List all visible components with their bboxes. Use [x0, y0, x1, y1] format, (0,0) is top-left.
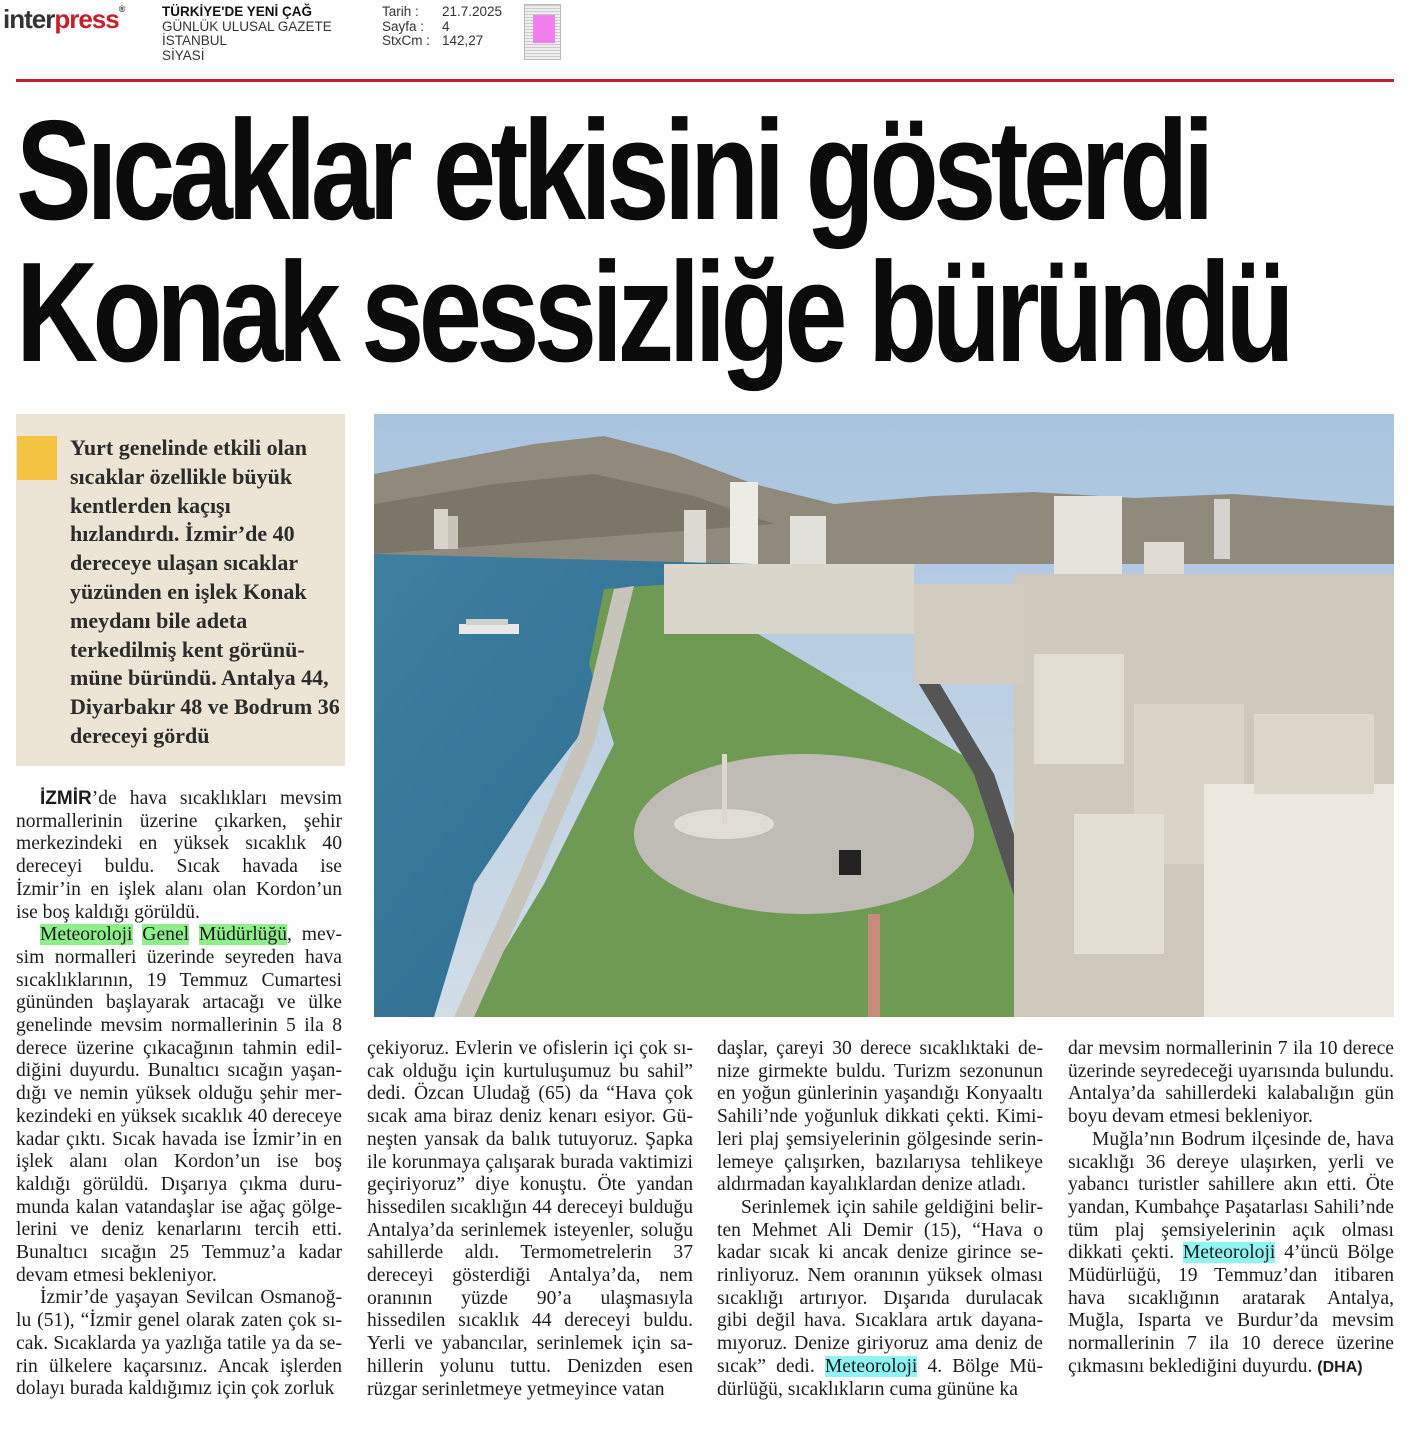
highlight-meteoroloji: Meteoroloji — [40, 924, 133, 946]
publication-city: İSTANBUL — [162, 33, 228, 48]
page-label: Sayfa : — [382, 18, 425, 34]
thumbnail-highlight — [533, 15, 555, 43]
p6-text-b: 4. Bölge Müdürlüğü, sıcaklıkların cuma gününe ka — [717, 1355, 1043, 1400]
logo-part1: inter — [3, 4, 55, 34]
spot-text: Yurt genelinde etkili olan sıcaklar özellikle büyük kentlerden kaçışı hızlandırdı. İzmir’de 40 dereceye ulaşan sıcaklar yüzünden en işlek Konak meydanı bile adeta terkedilmiş kent görünümüne büründü. Antalya 44, Diyarbakır 48 ve Bodrum 36 dereceyi gördü — [70, 435, 340, 748]
article-paragraph-2 — [16, 924, 342, 1287]
p6-text-a: Serinlemek için sahile geldiğini belirten Mehmet Ali Demir (15), “Hava o kadar sıcak ki ancak denize girince serinliyoruz. Nem oranının yüksek olması sıcaklığı artırıyor. Dışarıda durulacak gibi değil hava. Sıcaklara artık dayanamıyoruz. Denize giriyoruz ama deniz de sıcak” dedi. — [717, 1196, 1043, 1377]
stxcm-label: StxCm : — [382, 33, 431, 48]
article-paragraph-3: İzmir’de yaşayan Sevilcan Osmanoğlu (51), “İzmir genel olarak zaten çok sıcak. Sıcaklarda ya yazlığa tatile ya da serin ülkelere kaçarsınız. Ancak işlerden dolayı burada kaldığımız için çok zorluk — [16, 1287, 342, 1400]
highlight-meteoroloji-3: Meteoroloji — [1182, 1242, 1276, 1264]
highlight-mudurlugu: Müdürlüğü — [198, 924, 288, 946]
article-paragraph-6 — [717, 1197, 1043, 1401]
publication-type: GÜNLÜK ULUSAL GAZETE — [162, 18, 332, 34]
date-value: 21.7.2025 — [442, 4, 503, 19]
highlight-meteoroloji-2: Meteoroloji — [824, 1355, 918, 1377]
interpress-logo — [3, 4, 124, 35]
logo-part2: press — [54, 4, 119, 34]
spot-box — [16, 414, 345, 766]
clipping-header — [0, 0, 1427, 84]
publication-name: TÜRKİYE'DE YENİ ÇAĞ — [162, 4, 312, 19]
header-divider — [16, 79, 1394, 82]
article-column-4 — [1068, 1038, 1394, 1380]
headline-line-2: Konak sessizliğe büründü — [16, 233, 1290, 392]
clipping-details — [382, 5, 502, 49]
article-column-1 — [16, 788, 342, 1401]
article-column-2 — [367, 1038, 693, 1401]
p1-text: ’de hava sıcaklıkları mevsim normallerinin üzerine çıkarken, şehir merkezindeki en yüksek sıcaklık 40 dereceyi buldu. Sıcak havada ise İzmir’in en işlek alanı olan Kordon’un ise boş kaldığı görüldü. — [16, 788, 342, 923]
article-paragraph-7: dar mevsim normallerinin 7 ila 10 derece üzerinde seyredeceği uyarısında bulundu. Antalya’da sahillerdeki kalabalığın gün boyu devam etmesi bekleniyor. — [1068, 1038, 1394, 1128]
article-column-3 — [717, 1038, 1043, 1401]
headline-line-1: Sıcaklar etkisini gösterdi — [16, 91, 1209, 250]
stxcm-value: 142,27 — [442, 33, 484, 48]
page-thumbnail[interactable] — [524, 4, 561, 60]
agency-signature: (DHA) — [1317, 1358, 1363, 1376]
article-paragraph-4: çekiyoruz. Evlerin ve ofislerin içi çok sıcak olduğu için kurtuluşumuz bu sahil” dedi. Özcan Uludağ (65) da “Hava çok sıcak ama biraz deniz kenarı esiyor. Güneşten yansak da balık tutuyoruz. Şapka ile korunmaya çalışarak burada vaktimizi geçiriyoruz” diye konuştu. Öte yandan hissedilen sıcaklığın 44 dereceyi bulduğu Antalya’da serinlemek isteyenler, soluğu sahillerde aldı. Termometrelerin 37 dereceyi gösterdiği Antalya’da, nem oranının yüzde 90’a ulaşmasıyla hissedilen sıcaklık 44 dereceyi buldu. Yerli ve yabancılar, serinlemek için sahillerin yolunu tuttu. Denizden esen rüzgar serinletmeye yetmeyince vatan — [367, 1038, 693, 1400]
date-label: Tarih : — [382, 4, 419, 19]
p2-text: , mevsim normalleri üzerinde seyreden hava sıcaklıklarının, 19 Temmuz Cumartesi gününden başlayarak artacağı ve ülke genelinde mevsim normallerinin 5 ila 8 derece üzerine çıkacağının tahmin edildiğini duyurdu. Bunaltıcı sıcağın yaşandığı ve nemin yüksek olduğu şehir merkezindeki en yüksek sıcaklık 40 dereceye kadar çıktı. Sıcak havada ise İzmir’in en işlek alanı olan Kordon’un ise boş kaldığı görüldü. Dışarıya çıkma durumunda kalan vatandaşlar ise ağaç gölgelerini ve deniz kenarlarını tercih etti. Bunaltıcı sıcağın 25 Temmuz’a kadar devam etmesi bekleniyor. — [16, 924, 342, 1286]
headline — [16, 91, 1290, 392]
page-value: 4 — [442, 18, 450, 34]
publication-info — [162, 5, 332, 63]
article-paragraph-8 — [1068, 1129, 1394, 1380]
article-paragraph-5: daşlar, çareyi 30 derece sıcaklıktaki denize girmekte buldu. Turizm sezonunun en yoğun günlerinin yaşandığı Konyaaltı Sahili’nde yoğunluk dikkati çekti. Kimileri plaj şemsiyelerinin gölgesinde serinlemeye çalışırken, bazılarıysa tehlikeye aldırmadan kayalıklardan denize atladı. — [717, 1038, 1043, 1196]
dropcap: İZMİR — [40, 788, 92, 809]
article-paragraph-1 — [16, 788, 342, 924]
publication-section: SİYASİ — [162, 47, 205, 63]
logo-mark: ® — [118, 4, 125, 14]
p8-text-a: Muğla’nın Bodrum ilçesinde de, hava sıcaklığı 36 dereye ulaşırken, yerli ve yabancı turistler sahillere akın etti. Öte yandan, Kumbahçe Paşatarlası Sahili’nde tüm plaj şemsiyelerinin açık olması dikkati çekti. — [1068, 1128, 1394, 1264]
highlight-genel: Genel — [142, 924, 190, 946]
aerial-city-photo-icon — [374, 414, 1394, 1017]
p8-text-b: 4’üncü Bölge Müdürlüğü, 19 Temmuz’dan itibaren hava sıcaklığının aratarak Antalya, Muğla, Isparta ve Burdur’da mevsim normallerinin 7 ila 10 derece üzerine çıkmasını beklediğini duyurdu. — [1068, 1242, 1394, 1377]
spot-marker — [17, 436, 57, 480]
